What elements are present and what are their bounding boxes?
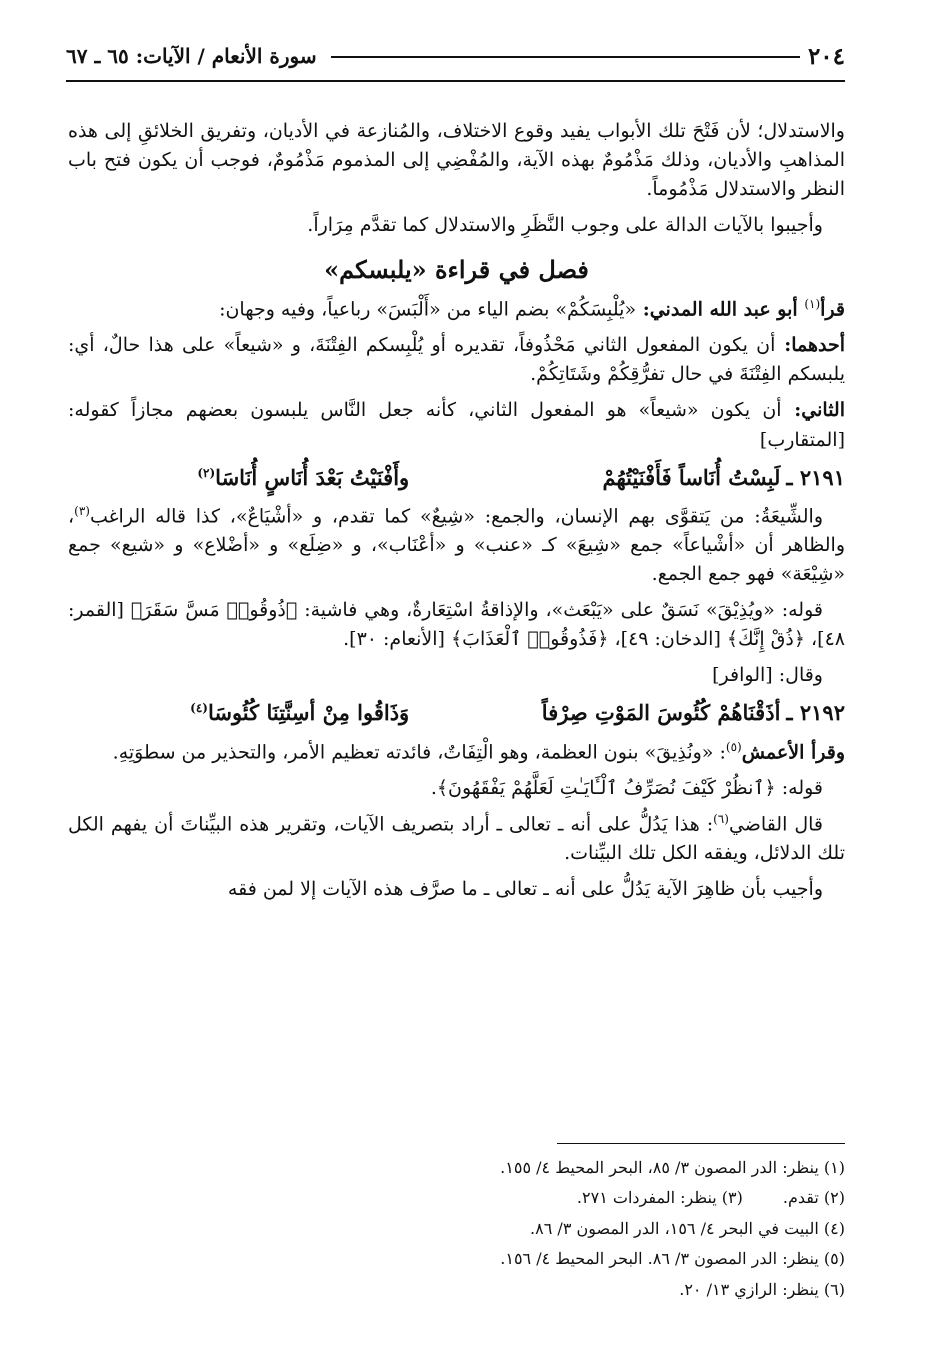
footnote-separator (557, 1143, 845, 1144)
paragraph-text: : «ونُذِيقَ» بنون العظمة، وهو الْتِفَاتٌ، فائدته تعظيم الأمر، والتحذير من سطوَتِهِ. (112, 740, 726, 763)
paragraph-lead: قرأ (820, 298, 845, 321)
paragraph (68, 502, 845, 590)
verse-first-hemistich: لَبِسْتُ أُنَاساً فَأَفْنَيْتُهُمْ (602, 464, 781, 490)
paragraph (68, 396, 845, 454)
paragraph: والاستدلال؛ لأن فَتْحَ تلك الأبواب يفيد وقوع الاختلاف، والمُنازعة في الأديان، وتفريق الخلائقِ إلى هذه المذاهبِ والأديان، وذلك مَذْمُومٌ بهذه الآية، والمُفْضِي إلى المذموم مَذْمُومٌ، فوجب أن يكون فتح باب النظر والاستدلال مَذْمُوماً. (68, 120, 845, 201)
paragraph (68, 331, 845, 389)
header-rule (66, 80, 845, 82)
paragraph: وأجيب بأن ظاهِرَ الآية يَدُلُّ على أنه ـ تعالى ـ ما صرَّف هذه الآيات إلا لمن فقه (227, 878, 823, 901)
paragraph: قوله: ﴿ٱنظُرْ كَيْفَ نُصَرِّفُ ٱلْـَٔايَـٰتِ لَعَلَّهُمْ يَفْقَهُونَ﴾. (430, 776, 823, 799)
main-text (68, 117, 845, 912)
paragraph (68, 810, 845, 868)
hemistich-text: وَذَاقُوا مِنْ أسِنَّتِنَا كُئُوسَا (207, 700, 410, 726)
footnote-ref: (٥) (725, 739, 742, 754)
footnote: (٢) تقدم. (782, 1188, 845, 1208)
page-number: ٢٠٤ (807, 42, 845, 70)
footnote-ref: (٦) (713, 812, 729, 827)
paragraph-text: أن يكون المفعول الثاني مَحْذُوفاً، تقديره أو يُلْبِسكم الفِتْنَةَ، و «شيعاً» على هذا حالٌ، أي: يلبسكم الفِتْنَةَ في حال تفرُّقِكُمْ وشَتَاتِكُمْ. (68, 334, 845, 386)
footnotes (68, 1153, 845, 1305)
header-dash-line (331, 55, 800, 58)
reader-name: أبو عبد الله المدني: (636, 298, 805, 321)
paragraph-text: أن يكون «شيعاً» هو المفعول الثاني، كأنه جعل النَّاس يلبسون بعضهم مجازاً كقوله: [المتقارب] (68, 399, 845, 451)
footnote-ref: (٣) (74, 503, 90, 518)
paragraph-label: أحدهما: (775, 334, 845, 357)
paragraph-text: : هذا يَدُلُّ على أنه ـ تعالى ـ أراد بتصريف الآيات، وتقرير هذه البيِّناتَ أن يفهم الكل تلك الدلائل، ويفقه الكل تلك البيِّنات. (68, 813, 845, 865)
paragraph (68, 295, 845, 324)
footnote: (٦) ينظر: الرازي ١٣/ ٢٠. (679, 1279, 845, 1299)
paragraph-text: والشِّيعَةُ: من يَتقوَّى بهم الإنسان، والجمع: «شِيعٌ» كما تقدم، و «أشْيَاعٌ»، كذا قاله الراغب (89, 505, 823, 528)
verse-number: ٢١٩٢ ـ (786, 700, 845, 726)
footnote: (٤) البيت في البحر ٤/ ١٥٦، الدر المصون ٣/ ٨٦. (530, 1218, 845, 1238)
footnote: (١) ينظر: الدر المصون ٣/ ٨٥، البحر المحيط ٤/ ١٥٥. (500, 1158, 845, 1177)
footnote-ref: (٤) (190, 701, 208, 716)
verse-second-hemistich (68, 697, 439, 729)
paragraph-text: «يُلْبِسَكُمْ» بضم الياء من «أَلْبَسَ» رباعياً، وفيه وجهان: (219, 298, 637, 321)
poetry-verse (68, 462, 845, 494)
paragraph-lead: قال القاضي (728, 813, 823, 836)
footnote-ref: (١) (804, 296, 821, 311)
verse-first-hemistich: أذَقْنَاهُمْ كُئُوسَ المَوْتِ صِرْفاً (541, 700, 781, 726)
footnote: (٣) ينظر: المفردات ٢٧١. (576, 1188, 743, 1208)
paragraph: وقال: [الوافر] (712, 664, 823, 687)
verse-number: ٢١٩١ ـ (786, 464, 845, 490)
running-title: سورة الأنعام / الآيات: ٦٥ ـ ٦٧ (66, 44, 317, 68)
paragraph-text: ، والظاهر أن «أشْياعاً» جمع «شِيعَ» كـ «عنب» و «أعْنَاب»، و «ضِلَع» و «أضْلاع» و «شيع» جمع «شِيْعَة» فهو جمع الجمع. (68, 505, 845, 586)
paragraph: قوله: «ويُذِيْقَ» نَسَقٌ على «يَبْعَث»، والإذاقةُ اسْتِعَارةٌ، وهي فاشية: ﴿ذُوقُوا۟ مَسَّ سَقَرَ﴾ [القمر: ٤٨]، ﴿ذُقْ إِنَّكَ﴾ [الدخان: ٤٩]، ﴿فَذُوقُوا۟ ٱلْعَذَابَ﴾ [الأنعام: ٣٠]. (68, 599, 845, 651)
poetry-verse (68, 697, 845, 729)
footnote-row (68, 1183, 845, 1213)
paragraph-lead: وقرأ الأعمش (741, 740, 845, 763)
paragraph (68, 738, 845, 767)
hemistich-text: وأَفْنَيْتُ بَعْدَ أُنَاسٍ أُنَاسَا (215, 464, 410, 490)
footnote-ref: (٢) (197, 465, 216, 480)
footnote: (٥) ينظر: الدر المصون ٣/ ٨٦. البحر المحيط ٤/ ١٥٦. (500, 1249, 845, 1269)
paragraph: وأجيبوا بالآيات الدالة على وجوب النَّظَرِ والاستدلال كما تقدَّم مِرَاراً. (307, 214, 823, 237)
section-heading: فصل في قراءة «يلبسكم» (324, 255, 589, 285)
verse-second-hemistich (68, 462, 439, 494)
page-header (66, 40, 845, 72)
paragraph-label: الثاني: (781, 399, 845, 422)
